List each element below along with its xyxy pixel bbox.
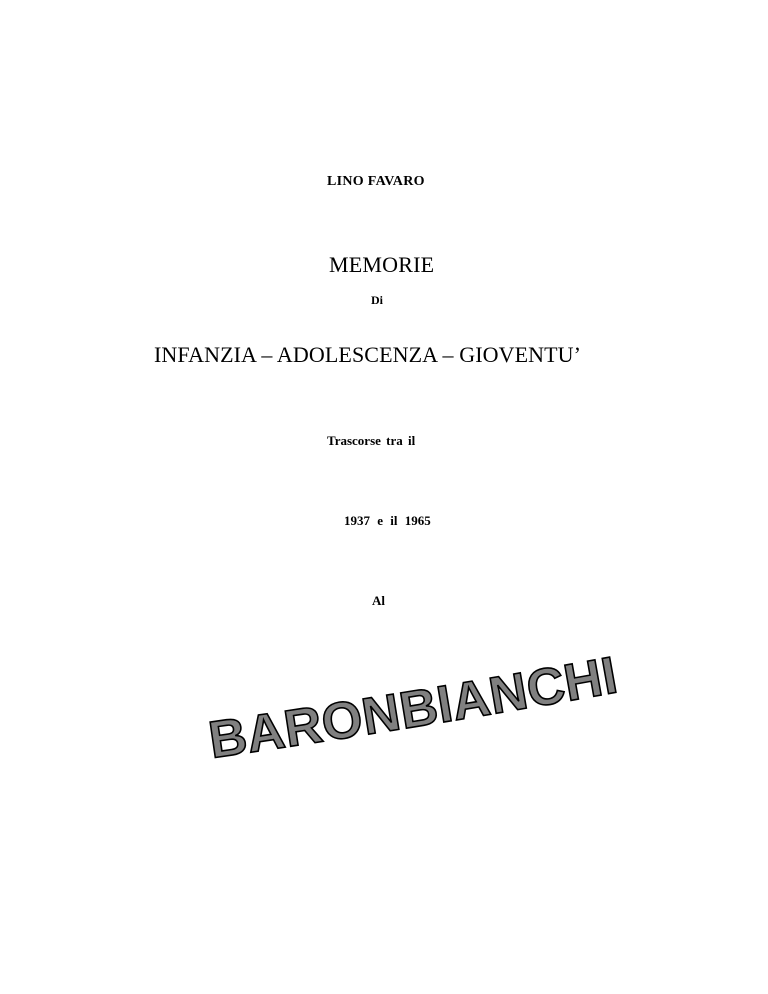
wordart-text xyxy=(205,650,622,770)
title-connector: Di xyxy=(371,293,383,307)
place-intro-text: Al xyxy=(372,593,385,608)
document-subtitle: INFANZIA – ADOLESCENZA – GIOVENTU’ xyxy=(154,342,582,367)
author-name: LINO FAVARO xyxy=(327,174,425,189)
period-intro-text: Trascorse tra il xyxy=(327,433,416,448)
years-range: 1937 e il 1965 xyxy=(344,513,431,528)
baronbianchi-wordart xyxy=(200,650,650,780)
wordart-textpath: BARONBIANCHI xyxy=(205,650,623,770)
document-title: MEMORIE xyxy=(329,252,435,277)
